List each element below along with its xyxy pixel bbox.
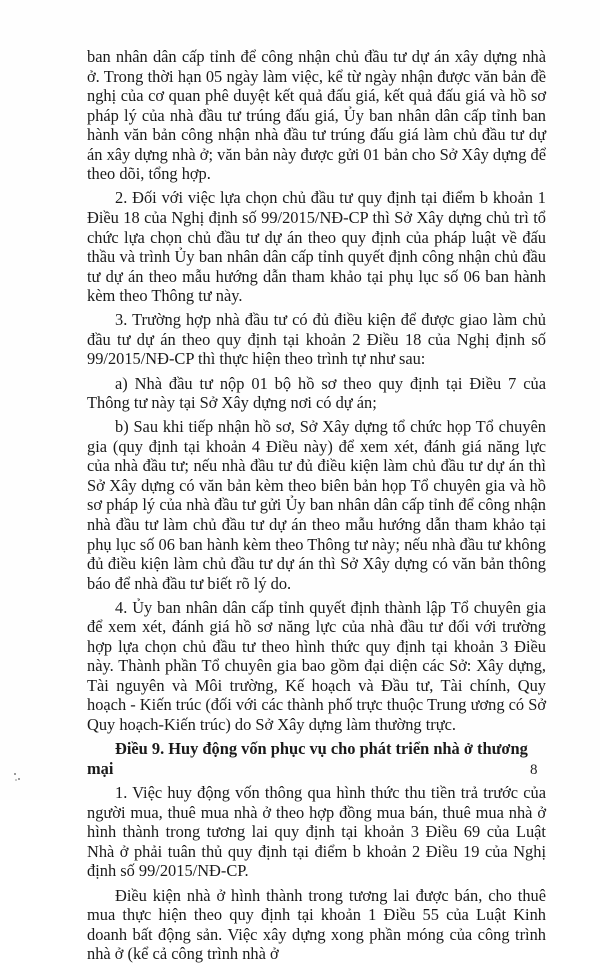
paragraph-article9-conditions: Điều kiện nhà ở hình thành trong tương lai được bán, cho thuê mua thực hiện theo quy định tại khoản 1 Điều 55 của Luật Kinh doanh bất động sản. Việc xây dựng xong phần móng của công trình nhà ở (kể cả công trình nhà ở bbox=[87, 885, 546, 964]
scan-artifact-mark bbox=[12, 773, 22, 783]
paragraph-clause-2: 2. Đối với việc lựa chọn chủ đầu tư quy định tại điểm b khoản 1 Điều 18 của Nghị định số 99/2015/NĐ-CP thì Sở Xây dựng chủ trì tổ chức lựa chọn chủ đầu tư dự án theo quy định của pháp luật về đấu thầu và trình Ủy ban nhân dân cấp tỉnh quyết định công nhận chủ đầu tư dự án theo mẫu hướng dẫn tham khảo tại phụ lục số 06 ban hành kèm theo Thông tư này. bbox=[87, 188, 546, 306]
article-heading: Điều 9. Huy động vốn phục vụ cho phát triển nhà ở thương mại bbox=[87, 739, 528, 778]
paragraph-point-a: a) Nhà đầu tư nộp 01 bộ hồ sơ theo quy định tại Điều 7 của Thông tư này tại Sở Xây dựng nơi có dự án; bbox=[87, 373, 546, 413]
paragraph-continuation: ban nhân dân cấp tỉnh để công nhận chủ đầu tư dự án xây dựng nhà ở. Trong thời hạn 05 ngày làm việc, kể từ ngày nhận được văn bản đề nghị của cơ quan phê duyệt kết quả đấu giá, kết quả đấu giá và hồ sơ pháp lý của nhà đầu tư trúng đấu giá, Ủy ban nhân dân cấp tỉnh ban hành văn bản công nhận nhà đầu tư trúng đấu giá làm chủ đầu tư dự án xây dựng nhà ở; văn bản này được gửi 01 bản cho Sở Xây dựng để theo dõi, tổng hợp. bbox=[87, 47, 546, 184]
paragraph-point-b: b) Sau khi tiếp nhận hồ sơ, Sở Xây dựng tổ chức họp Tổ chuyên gia (quy định tại khoản 4 Điều này) để xem xét, đánh giá năng lực của nhà đầu tư; nếu nhà đầu tư đủ điều kiện làm chủ đầu tư dự án thì Sở Xây dựng có văn bản kèm theo biên bản họp Tổ chuyên gia và hồ sơ pháp lý của nhà đầu tư gửi Ủy ban nhân dân cấp tỉnh để công nhận nhà đầu tư làm chủ đầu tư dự án theo mẫu hướng dẫn tham khảo tại phụ lục số 06 ban hành kèm theo Thông tư này; nếu nhà đầu tư không đủ điều kiện làm chủ đầu tư dự án thì Sở Xây dựng có văn bản thông báo để nhà đầu tư biết rõ lý do. bbox=[87, 417, 546, 593]
document-body bbox=[87, 47, 546, 968]
page-number: 8 bbox=[530, 762, 538, 778]
paragraph-article9-clause-1: 1. Việc huy động vốn thông qua hình thức thu tiền trả trước của người mua, thuê mua nhà ở theo hợp đồng mua bán, thuê mua nhà ở hình thành trong tương lai quy định tại khoản 3 Điều 69 của Luật Nhà ở phải tuân thủ quy định tại điểm b khoản 2 Điều 19 của Nghị định số 99/2015/NĐ-CP. bbox=[87, 783, 546, 881]
paragraph-clause-3: 3. Trường hợp nhà đầu tư có đủ điều kiện để được giao làm chủ đầu tư dự án theo quy định tại khoản 2 Điều 18 của Nghị định số 99/2015/NĐ-CP thì thực hiện theo trình tự như sau: bbox=[87, 310, 546, 369]
paragraph-clause-4: 4. Ủy ban nhân dân cấp tỉnh quyết định thành lập Tổ chuyên gia để xem xét, đánh giá hồ sơ năng lực của nhà đầu tư đối với trường hợp lựa chọn chủ đầu tư theo hình thức quy định tại khoản 3 Điều này. Thành phần Tổ chuyên gia bao gồm đại diện các Sở: Xây dựng, Tài nguyên và Môi trường, Kế hoạch và Đầu tư, Tài chính, Quy hoạch - Kiến trúc (đối với các thành phố trực thuộc Trung ương có Sở Quy hoạch-Kiến trúc) do Sở Xây dựng làm thường trực. bbox=[87, 597, 546, 735]
